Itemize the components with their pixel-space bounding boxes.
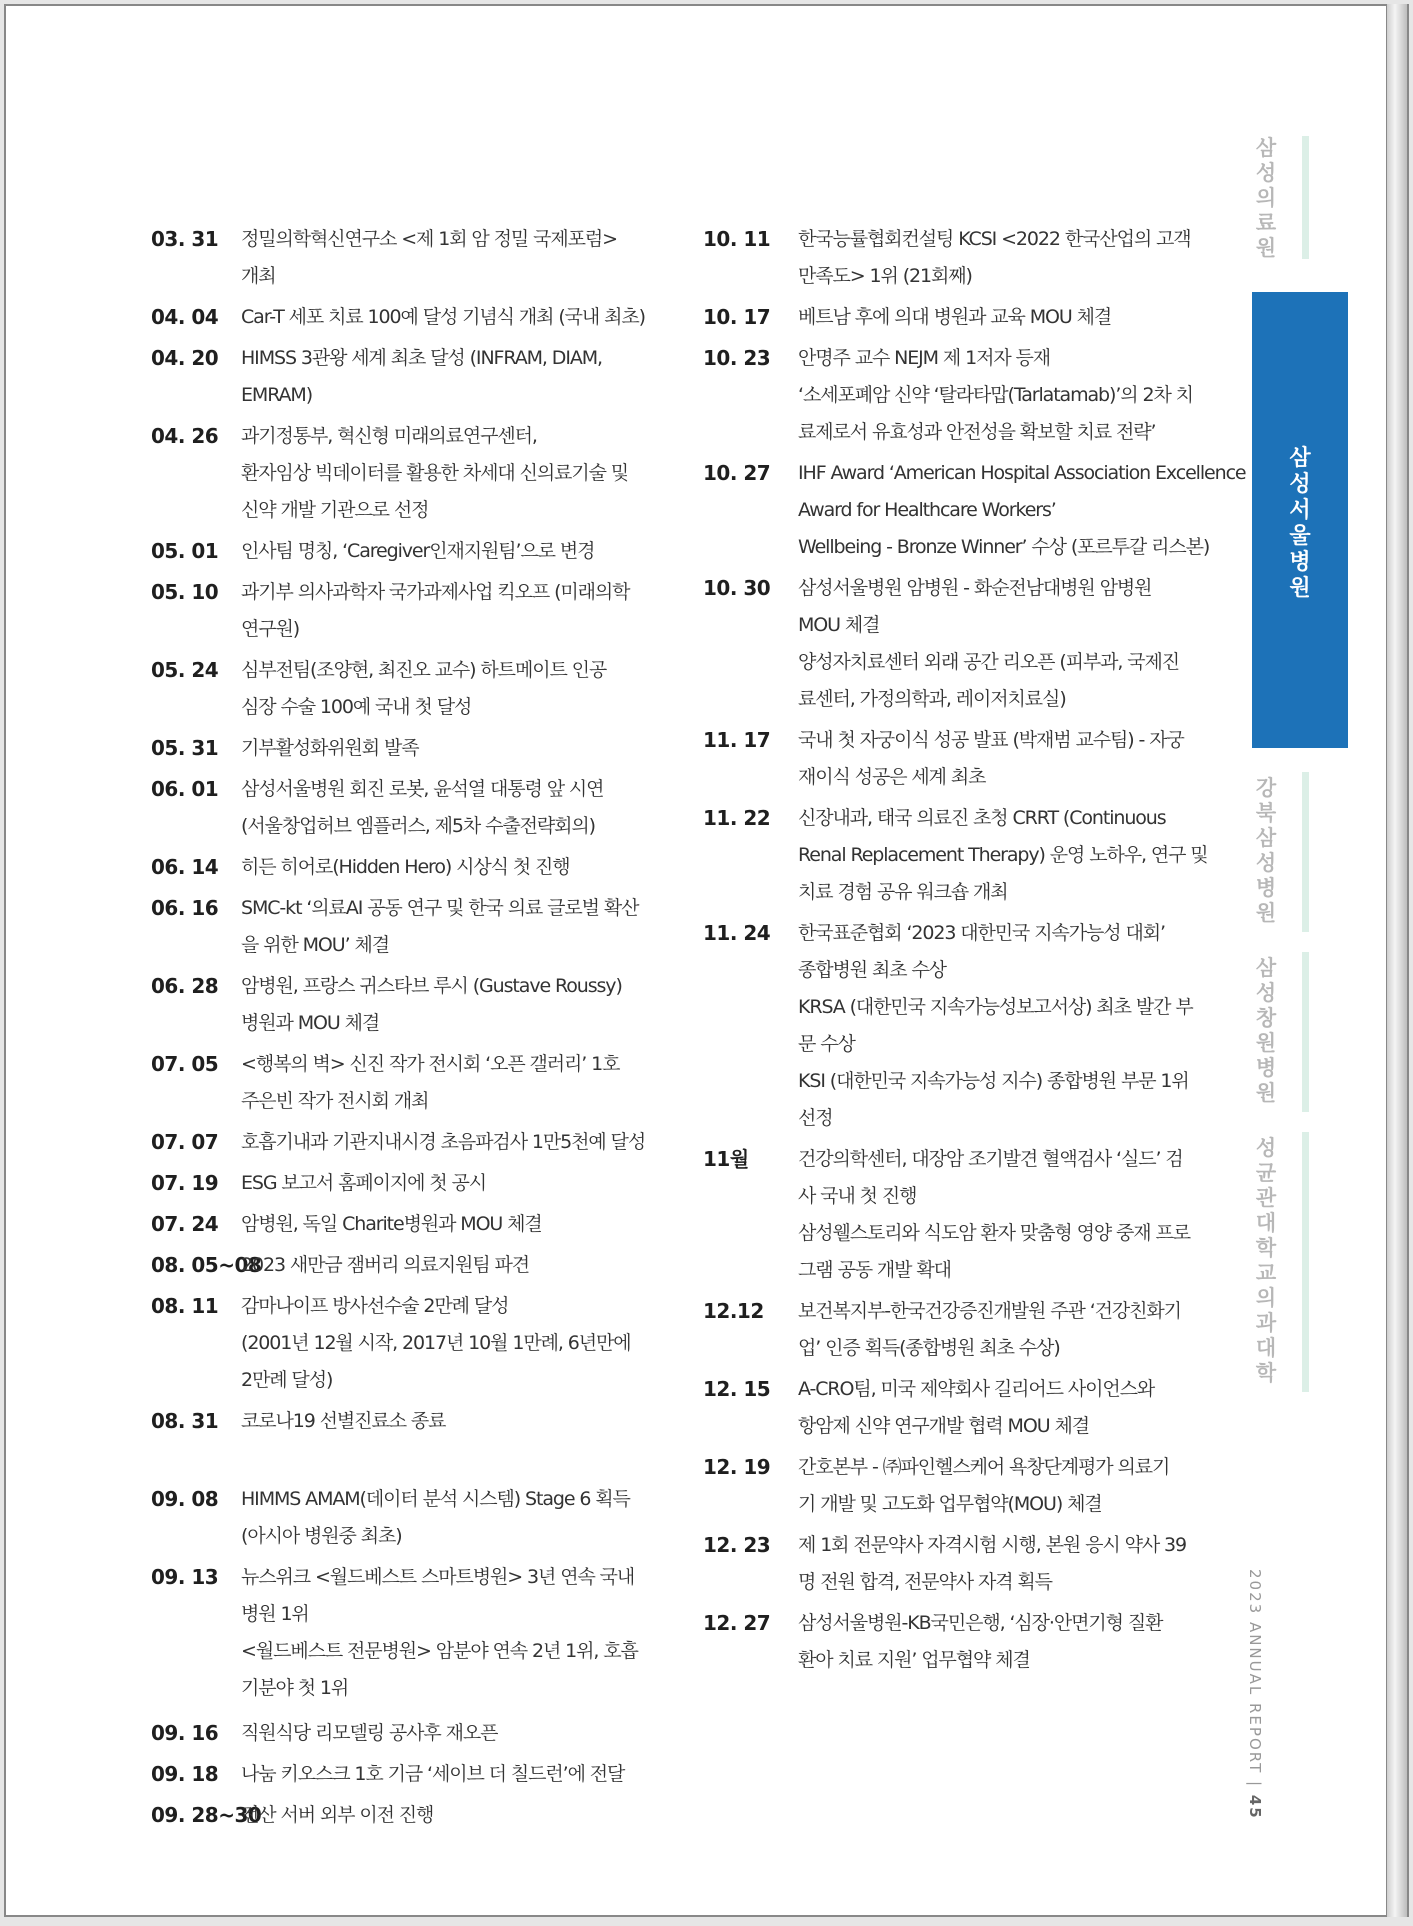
- entry-date: 08. 11: [151, 1294, 219, 1318]
- entry-date: 10. 11: [703, 227, 771, 251]
- entry-line: 안명주 교수 NEJM 제 1저자 등재: [798, 347, 1051, 369]
- entry-line: 치료 경험 공유 워크숍 개최: [798, 881, 1008, 903]
- entry-description: [241, 730, 661, 767]
- entry-description: [241, 1403, 661, 1440]
- entry-description: [798, 299, 1193, 336]
- entry-line: 히든 히어로(Hidden Hero) 시상식 첫 진행: [241, 856, 570, 878]
- timeline-entry: [151, 1481, 661, 1555]
- timeline-entry: [703, 455, 1246, 566]
- timeline-entry: [151, 418, 661, 529]
- entry-line: 삼성서울병원-KB국민은행, ‘심장·안면기형 질환: [798, 1612, 1163, 1634]
- entry-line: 심장 수술 100예 국내 첫 달성: [241, 696, 472, 718]
- entry-line: 만족도> 1위 (21회째): [798, 265, 972, 287]
- entry-date: 04. 26: [151, 424, 219, 448]
- entry-description: [241, 968, 661, 1042]
- timeline-entry: [151, 1165, 661, 1202]
- entry-date: 04. 04: [151, 305, 219, 329]
- entry-line: 인사팀 명칭, ‘Caregiver인재지원팀’으로 변경: [241, 540, 595, 562]
- timeline-entry: [151, 1247, 661, 1284]
- entry-date: 05. 01: [151, 539, 219, 563]
- entry-line: Wellbeing - Bronze Winner’ 수상 (포르투갈 리스본): [798, 536, 1210, 558]
- entry-line: 베트남 후에 의대 병원과 교육 MOU 체결: [798, 306, 1112, 328]
- entry-line: 코로나19 선별진료소 종료: [241, 1410, 446, 1432]
- entry-description: [798, 221, 1193, 295]
- tab-bar-indicator: [1302, 136, 1309, 259]
- entry-description: [241, 849, 661, 886]
- entry-date: 10. 27: [703, 461, 771, 485]
- timeline-entry: [703, 722, 1193, 796]
- entry-date: 09. 13: [151, 1565, 219, 1589]
- entry-date: 09. 28~30: [151, 1803, 262, 1827]
- entry-description: [241, 1124, 661, 1161]
- timeline-entry: [151, 1124, 661, 1161]
- entry-date: 04. 20: [151, 346, 219, 370]
- entry-date: 10. 30: [703, 576, 771, 600]
- timeline-entry: [703, 1527, 1193, 1601]
- entry-line: 호흡기내과 기관지내시경 초음파검사 1만5천예 달성: [241, 1131, 646, 1153]
- timeline-entry: [151, 1559, 661, 1707]
- entry-date: 10. 23: [703, 346, 771, 370]
- entry-line: 뉴스위크 <월드베스트 스마트병원> 3년 연속 국내: [241, 1566, 635, 1588]
- entry-line: 정밀의학혁신연구소 <제 1회 암 정밀 국제포럼>: [241, 228, 617, 250]
- entry-line: MOU 체결: [798, 614, 880, 636]
- tab-bar-indicator: [1302, 952, 1309, 1112]
- entry-line: 문 수상: [798, 1033, 855, 1055]
- timeline-entry: [151, 221, 661, 295]
- timeline-entry: [151, 849, 661, 886]
- page-number: 45: [1246, 1794, 1264, 1820]
- entry-description: [798, 340, 1193, 451]
- entry-date: 11. 24: [703, 921, 771, 945]
- entry-line: 과기부 의사과학자 국가과제사업 킥오프 (미래의학: [241, 581, 630, 603]
- entry-line: Award for Healthcare Workers’: [798, 499, 1056, 521]
- entry-line: 료센터, 가정의학과, 레이저치료실): [798, 688, 1066, 710]
- entry-line: 심부전팀(조양현, 최진오 교수) 하트메이트 인공: [241, 659, 607, 681]
- entry-line: A-CRO팀, 미국 제약회사 길리어드 사이언스와: [798, 1378, 1155, 1400]
- timeline-entry: [703, 1605, 1193, 1679]
- entry-date: 07. 19: [151, 1171, 219, 1195]
- entry-date: 11월: [703, 1147, 749, 1171]
- entry-description: [241, 299, 661, 336]
- entry-line: 병원 1위: [241, 1603, 309, 1625]
- entry-description: [241, 652, 661, 726]
- timeline-entry: [703, 1371, 1193, 1445]
- timeline-entry: [703, 1449, 1193, 1523]
- entry-line: <월드베스트 전문병원> 암분야 연속 2년 1위, 호흡: [241, 1640, 638, 1662]
- entry-line: HIMSS 3관왕 세계 최초 달성 (INFRAM, DIAM,: [241, 347, 602, 369]
- entry-date: 06. 16: [151, 896, 219, 920]
- entry-line: Car-T 세포 치료 100예 달성 기념식 개최 (국내 최초): [241, 306, 645, 328]
- entry-line: 국내 첫 자궁이식 성공 발표 (박재범 교수팀) - 자궁: [798, 729, 1184, 751]
- tab-bar-indicator: [1302, 772, 1309, 932]
- entry-description: [241, 1481, 661, 1555]
- entry-line: 종합병원 최초 수상: [798, 959, 946, 981]
- entry-date: 07. 24: [151, 1212, 219, 1236]
- entry-date: 05. 10: [151, 580, 219, 604]
- tab-samsung-medical-center[interactable]: 삼성의료원: [1255, 136, 1277, 260]
- entry-date: 12. 27: [703, 1611, 771, 1635]
- entry-line: EMRAM): [241, 384, 313, 406]
- entry-line: 항암제 신약 연구개발 협력 MOU 체결: [798, 1415, 1089, 1437]
- entry-line: 건강의학센터, 대장암 조기발견 혈액검사 ‘실드’ 검: [798, 1148, 1183, 1170]
- tab-bar-indicator: [1302, 1132, 1309, 1392]
- timeline-entry: [151, 1403, 661, 1440]
- entry-line: 직원식당 리모델링 공사후 재오픈: [241, 1722, 498, 1744]
- entry-line: 재이식 성공은 세계 최초: [798, 766, 986, 788]
- entry-line: 환자임상 빅데이터를 활용한 차세대 신의료기술 및: [241, 462, 629, 484]
- timeline-entry: [151, 1206, 661, 1243]
- entry-line: 2023 새만금 잼버리 의료지원팀 파견: [241, 1254, 530, 1276]
- entry-line: Renal Replacement Therapy) 운영 노하우, 연구 및: [798, 844, 1208, 866]
- entry-line: (2001년 12월 시작, 2017년 10월 1만례, 6년만에: [241, 1332, 631, 1354]
- entry-line: 삼성서울병원 회진 로봇, 윤석열 대통령 앞 시연: [241, 778, 604, 800]
- entry-description: [798, 915, 1193, 1137]
- entry-date: 08. 31: [151, 1409, 219, 1433]
- entry-description: [241, 418, 661, 529]
- entry-line: 신약 개발 기관으로 선정: [241, 499, 429, 521]
- entry-description: [241, 1046, 661, 1120]
- entry-line: 보건복지부-한국건강증진개발원 주관 ‘건강친화기: [798, 1300, 1181, 1322]
- entry-line: 전산 서버 외부 이전 진행: [241, 1804, 434, 1826]
- entry-line: 연구원): [241, 618, 300, 640]
- entry-description: [241, 1797, 661, 1834]
- timeline-entry: [151, 1797, 661, 1834]
- entry-date: 06. 01: [151, 777, 219, 801]
- tab-kangbuk-samsung-hospital[interactable]: 강북삼성병원: [1255, 776, 1277, 925]
- entry-line: 사 국내 첫 진행: [798, 1185, 917, 1207]
- entry-line: 나눔 키오스크 1호 기금 ‘세이브 더 칠드런’에 전달: [241, 1763, 625, 1785]
- tab-samsung-seoul-hospital[interactable]: 삼성서울병원: [1289, 446, 1311, 601]
- entry-description: [241, 1206, 661, 1243]
- timeline-entry: [703, 299, 1193, 336]
- entry-date: 05. 24: [151, 658, 219, 682]
- entry-line: 환아 치료 지원’ 업무협약 체결: [798, 1649, 1030, 1671]
- entry-line: <행복의 벽> 신진 작가 전시회 ‘오픈 갤러리’ 1호: [241, 1053, 620, 1075]
- entry-line: 기분야 첫 1위: [241, 1677, 349, 1699]
- entry-description: [798, 570, 1193, 718]
- entry-line: 기부활성화위원회 발족: [241, 737, 419, 759]
- timeline-entry: [151, 533, 661, 570]
- entry-date: 05. 31: [151, 736, 219, 760]
- entry-date: 12. 15: [703, 1377, 771, 1401]
- entry-description: [241, 1247, 661, 1284]
- entry-line: IHF Award ‘American Hospital Association Excellence: [798, 462, 1246, 484]
- entry-line: 암병원, 독일 Charite병원과 MOU 체결: [241, 1213, 542, 1235]
- annual-report-footer: [1238, 1569, 1264, 1820]
- entry-line: (아시아 병원중 최초): [241, 1525, 402, 1547]
- entry-line: 한국표준협회 ‘2023 대한민국 지속가능성 대회’: [798, 922, 1165, 944]
- entry-line: KSI (대한민국 지속가능성 지수) 종합병원 부문 1위: [798, 1070, 1189, 1092]
- report-label: 2023 ANNUAL REPORT |: [1246, 1569, 1264, 1795]
- entry-line: 감마나이프 방사선수술 2만례 달성: [241, 1295, 509, 1317]
- timeline-entry: [151, 730, 661, 767]
- entry-line: ‘소세포폐암 신약 ‘탈라타맙(Tarlatamab)’의 2차 치: [798, 384, 1193, 406]
- entry-line: 을 위한 MOU’ 체결: [241, 934, 389, 956]
- entry-line: SMC-kt ‘의료AI 공동 연구 및 한국 의료 글로벌 확산: [241, 897, 639, 919]
- entry-date: 09. 18: [151, 1762, 219, 1786]
- entry-description: [798, 1371, 1193, 1445]
- entry-date: 09. 08: [151, 1487, 219, 1511]
- entry-line: 선정: [798, 1107, 833, 1129]
- timeline-left-column: [151, 221, 661, 1834]
- entry-description: [798, 455, 1246, 566]
- entry-line: 양성자치료센터 외래 공간 리오픈 (피부과, 국제진: [798, 651, 1180, 673]
- entry-line: (서울창업허브 엠플러스, 제5차 수출전략회의): [241, 815, 595, 837]
- timeline-entry: [151, 299, 661, 336]
- entry-line: 개최: [241, 265, 276, 287]
- entry-description: [241, 1288, 661, 1399]
- entry-description: [798, 1527, 1193, 1601]
- entry-date: 03. 31: [151, 227, 219, 251]
- entry-date: 07. 05: [151, 1052, 219, 1076]
- entry-line: 제 1회 전문약사 자격시험 시행, 본원 응시 약사 39: [798, 1534, 1186, 1556]
- entry-line: HIMMS AMAM(데이터 분석 시스템) Stage 6 획득: [241, 1488, 630, 1510]
- entry-line: 과기정통부, 혁신형 미래의료연구센터,: [241, 425, 537, 447]
- page-edge-decoration: [1387, 4, 1409, 1917]
- entry-description: [241, 574, 661, 648]
- entry-line: 그램 공동 개발 확대: [798, 1259, 951, 1281]
- entry-date: 12. 23: [703, 1533, 771, 1557]
- timeline-entry: [151, 1756, 661, 1793]
- entry-date: 10. 17: [703, 305, 771, 329]
- timeline-entry: [703, 1293, 1193, 1367]
- entry-line: 명 전원 합격, 전문약사 자격 획득: [798, 1571, 1052, 1593]
- timeline-entry: [151, 1046, 661, 1120]
- entry-description: [798, 1141, 1193, 1289]
- timeline-entry: [151, 771, 661, 845]
- entry-description: [798, 1293, 1193, 1367]
- tab-samsung-changwon-hospital[interactable]: 삼성창원병원: [1255, 956, 1277, 1105]
- entry-description: [241, 1715, 661, 1752]
- tab-skku-medicine[interactable]: 성균관대학교 의과대학: [1255, 1136, 1277, 1385]
- entry-date: 09. 16: [151, 1721, 219, 1745]
- entry-line: 병원과 MOU 체결: [241, 1012, 380, 1034]
- entry-line: 신장내과, 태국 의료진 초청 CRRT (Continuous: [798, 807, 1166, 829]
- timeline-entry: [703, 800, 1208, 911]
- entry-line: 2만례 달성): [241, 1369, 333, 1391]
- timeline-entry: [151, 890, 661, 964]
- entry-line: KRSA (대한민국 지속가능성보고서상) 최초 발간 부: [798, 996, 1193, 1018]
- entry-description: [798, 722, 1193, 796]
- entry-date: 12.12: [703, 1299, 764, 1323]
- entry-date: 06. 28: [151, 974, 219, 998]
- entry-date: 11. 22: [703, 806, 771, 830]
- timeline-entry: [151, 340, 661, 414]
- entry-line: 암병원, 프랑스 귀스타브 루시 (Gustave Roussy): [241, 975, 622, 997]
- timeline-entry: [151, 1288, 661, 1399]
- entry-line: 한국능률협회컨설팅 KCSI <2022 한국산업의 고객: [798, 228, 1191, 250]
- entry-date: 06. 14: [151, 855, 219, 879]
- entry-line: 삼성웰스토리와 식도암 환자 맞춤형 영양 중재 프로: [798, 1222, 1190, 1244]
- timeline-right-column: [703, 221, 1246, 1679]
- entry-line: 기 개발 및 고도화 업무협약(MOU) 체결: [798, 1493, 1102, 1515]
- entry-line: ESG 보고서 홈페이지에 첫 공시: [241, 1172, 487, 1194]
- entry-description: [241, 1165, 661, 1202]
- entry-description: [241, 221, 661, 295]
- entry-line: 업’ 인증 획득(종합병원 최초 수상): [798, 1337, 1060, 1359]
- timeline-entry: [703, 340, 1193, 451]
- entry-description: [241, 771, 661, 845]
- timeline-entry: [151, 652, 661, 726]
- timeline-entry: [151, 574, 661, 648]
- timeline-entry: [151, 1715, 661, 1752]
- entry-line: 삼성서울병원 암병원 - 화순전남대병원 암병원: [798, 577, 1152, 599]
- entry-line: 주은빈 작가 전시회 개최: [241, 1090, 429, 1112]
- timeline-entry: [703, 915, 1193, 1137]
- entry-description: [241, 533, 661, 570]
- report-page: [4, 4, 1388, 1917]
- timeline-entry: [151, 968, 661, 1042]
- entry-date: 08. 05~08: [151, 1253, 262, 1277]
- entry-date: 07. 07: [151, 1130, 219, 1154]
- timeline-entry: [703, 1141, 1193, 1289]
- entry-date: 11. 17: [703, 728, 771, 752]
- entry-date: 12. 19: [703, 1455, 771, 1479]
- entry-description: [241, 340, 661, 414]
- entry-line: 간호본부 - ㈜파인헬스케어 욕창단계평가 의료기: [798, 1456, 1170, 1478]
- entry-description: [798, 1605, 1193, 1679]
- entry-description: [798, 1449, 1193, 1523]
- entry-description: [241, 890, 661, 964]
- entry-description: [798, 800, 1208, 911]
- entry-description: [241, 1756, 661, 1793]
- timeline-entry: [703, 221, 1193, 295]
- entry-line: 료제로서 유효성과 안전성을 확보할 치료 전략’: [798, 421, 1156, 443]
- entry-description: [241, 1559, 661, 1707]
- timeline-entry: [703, 570, 1193, 718]
